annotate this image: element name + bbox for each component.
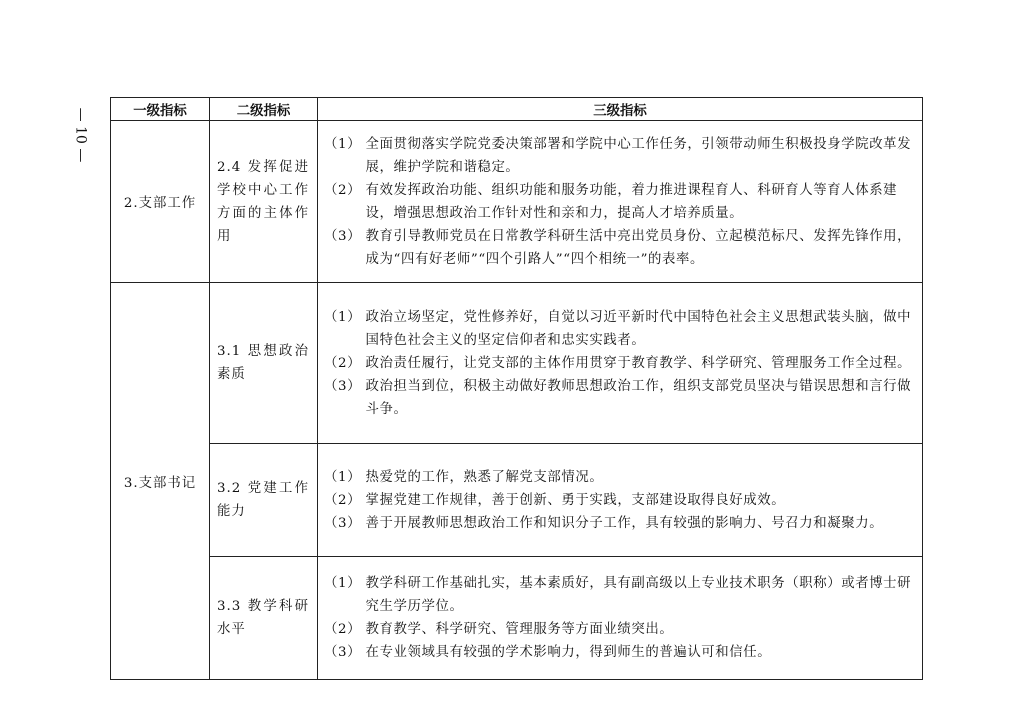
list-item <box>324 225 914 271</box>
header-level1: 一级指标 <box>111 98 210 121</box>
list-item <box>324 489 914 512</box>
item-text: 掌握党建工作规律，善于创新、勇于实践，支部建设取得良好成效。 <box>365 492 786 508</box>
item-number: （1） <box>324 309 362 325</box>
header-level2: 二级指标 <box>210 98 318 121</box>
item-number: （2） <box>324 355 362 371</box>
item-text: 教育引导教师党员在日常教学科研生活中亮出党员身份、立起模范标尺、发挥先锋作用，成为“四有好老师”“四个引路人”“四个相统一”的表率。 <box>365 228 912 267</box>
list-item <box>324 179 914 225</box>
level2-cell: 3.1 思想政治素质 <box>210 283 318 444</box>
list-item <box>324 133 914 179</box>
list-item <box>324 466 914 489</box>
item-number: （2） <box>324 182 362 198</box>
item-number: （3） <box>324 515 362 531</box>
item-number: （1） <box>324 469 362 485</box>
item-number: （3） <box>324 228 362 244</box>
page-number <box>70 100 90 170</box>
level2-cell: 2.4 发挥促进学校中心工作方面的主体作用 <box>210 121 318 283</box>
page-number-text: — 10 — <box>72 107 88 163</box>
table-row <box>111 557 923 680</box>
level3-cell <box>318 557 923 680</box>
level3-cell <box>318 283 923 444</box>
item-text: 善于开展教师思想政治工作和知识分子工作，具有较强的影响力、号召力和凝聚力。 <box>365 515 884 531</box>
item-number: （3） <box>324 645 362 660</box>
level2-cell: 3.2 党建工作能力 <box>210 444 318 557</box>
list-item <box>324 352 914 375</box>
item-number: （1） <box>324 136 362 152</box>
item-text: 全面贯彻落实学院党委决策部署和学院中心工作任务，引领带动师生积极投身学院改革发展，维护学院和谐稳定。 <box>365 136 912 175</box>
item-text: 教学科研工作基础扎实，基本素质好，具有副高级以上专业技术职务（职称）或者博士研究生学历学位。 <box>365 576 912 614</box>
item-number: （2） <box>324 492 362 508</box>
item-text: 政治立场坚定，党性修养好，自觉以习近平新时代中国特色社会主义思想武装头脑，做中国特色社会主义的坚定信仰者和忠实实践者。 <box>365 309 912 348</box>
level1-cell: 3.支部书记 <box>111 283 210 680</box>
table-row <box>111 283 923 444</box>
item-number: （3） <box>324 378 362 394</box>
list-item <box>324 572 914 618</box>
table-row <box>111 121 923 283</box>
list-item <box>324 306 914 352</box>
item-text: 政治责任履行，让党支部的主体作用贯穿于教育教学、科学研究、管理服务工作全过程。 <box>365 355 912 371</box>
header-level3: 三级指标 <box>318 98 923 121</box>
level1-cell: 2.支部工作 <box>111 121 210 283</box>
item-text: 有效发挥政治功能、组织功能和服务功能，着力推进课程育人、科研育人等育人体系建设，增强思想政治工作针对性和亲和力，提高人才培养质量。 <box>365 182 898 221</box>
table-row <box>111 444 923 557</box>
item-number: （2） <box>324 622 362 637</box>
item-text: 在专业领域具有较强的学术影响力，得到师生的普遍认可和信任。 <box>365 645 772 660</box>
table-header-row <box>111 98 923 121</box>
level3-cell <box>318 121 923 283</box>
item-text: 教育教学、科学研究、管理服务等方面业绩突出。 <box>365 622 674 637</box>
item-number: （1） <box>324 576 362 591</box>
item-text: 政治担当到位，积极主动做好教师思想政治工作，组织支部党员坚决与错误思想和言行做斗争。 <box>365 378 912 417</box>
indicator-table <box>110 97 923 680</box>
level2-cell: 3.3 教学科研水平 <box>210 557 318 680</box>
level3-cell <box>318 444 923 557</box>
list-item <box>324 375 914 421</box>
list-item <box>324 512 914 535</box>
item-text: 热爱党的工作，熟悉了解党支部情况。 <box>365 469 604 485</box>
list-item <box>324 618 914 641</box>
list-item <box>324 641 914 664</box>
